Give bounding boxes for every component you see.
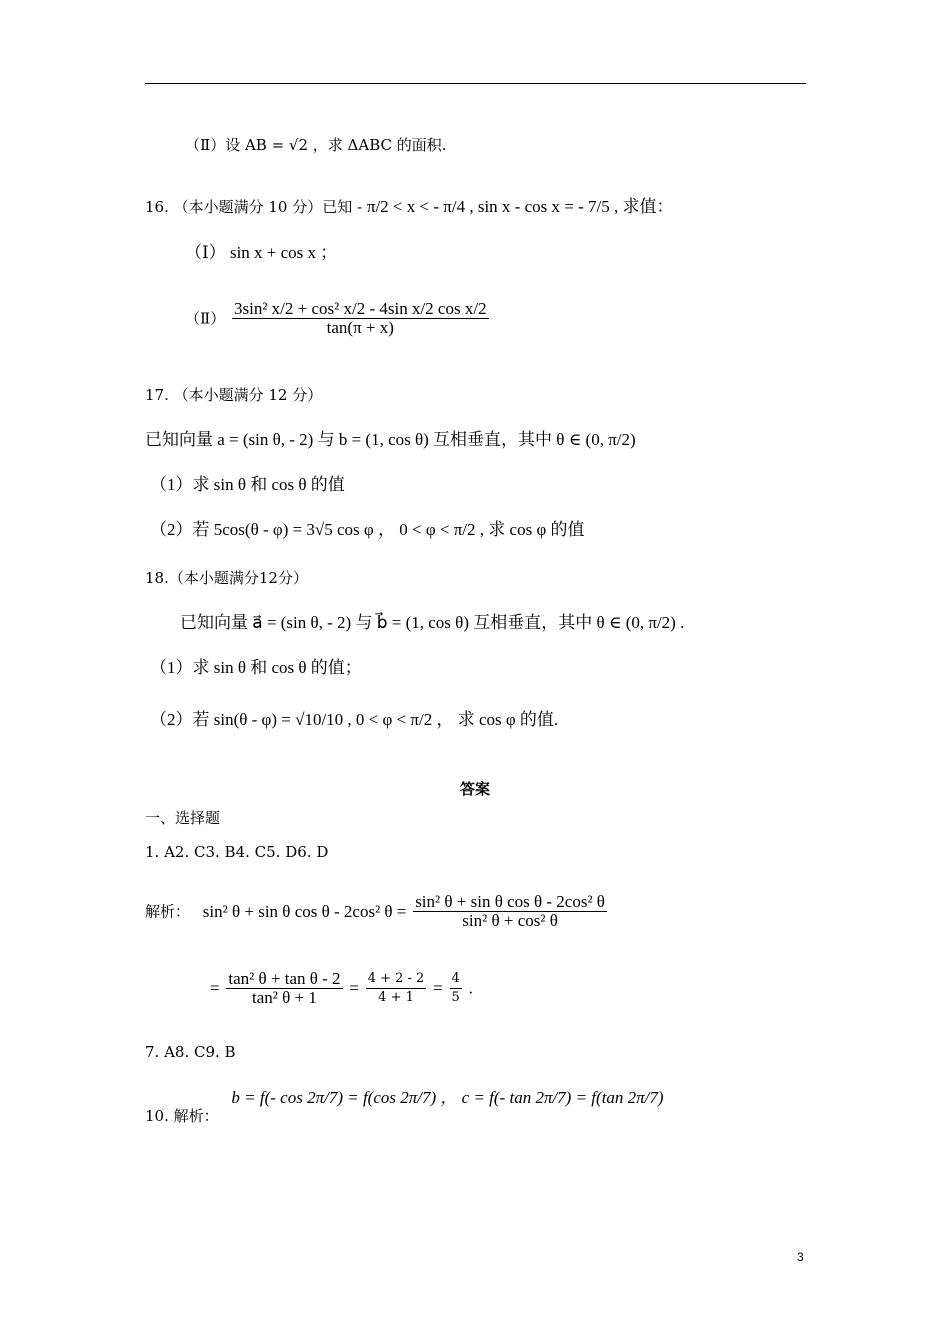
analysis-lhs: sin² θ + sin θ cos θ - 2cos² θ = <box>202 901 407 921</box>
analysis-fraction-4 <box>450 970 462 1007</box>
q16-part2-fraction <box>232 300 489 337</box>
line-analysis-10 <box>145 1088 664 1125</box>
line-q17-part2: （2）若 5cos(θ - φ) = 3√5 cos φ ， 0 < φ < π/2 , 求 cos φ 的值 <box>150 520 585 539</box>
line-q16 <box>145 197 673 217</box>
q16-prefix: 16. （本小题满分 10 分）已知 - <box>145 198 363 216</box>
line-analysis-1 <box>145 893 609 930</box>
page-number: 3 <box>797 1250 804 1264</box>
q16-math: π/2 < x < - π/4 , sin x - cos x = - 7/5 , 求值： <box>366 197 674 216</box>
analysis-fraction-2-den: tan² θ + 1 <box>252 988 317 1007</box>
line-answers-7-9: 7. A8. C9. B <box>145 1043 236 1061</box>
analysis-10-math: b = f(- cos 2π/7) = f(cos 2π/7) ， c = f(- tan 2π/7) = f(tan 2π/7) <box>231 1088 664 1107</box>
analysis-fraction-3-num: 4 + 2 - 2 <box>366 970 427 989</box>
line-q18: 18.（本小题满分12分） <box>145 569 308 587</box>
analysis-fraction-3-den: 4 + 1 <box>378 990 414 1005</box>
analysis-fraction-1-num: sin² θ + sin θ cos θ - 2cos² θ <box>415 892 605 911</box>
analysis-fraction-1-den: sin² θ + cos² θ <box>462 911 558 930</box>
answer-title: 答案 <box>459 780 490 798</box>
period: . <box>468 978 473 998</box>
line-q18-part2: （2）若 sin(θ - φ) = √10/10 , 0 < φ < π/2 ， 求 cos φ 的值. <box>150 710 559 729</box>
line-q16-part2 <box>185 300 491 337</box>
line-q15-part2: （Ⅱ）设 AB = √2 ，求 ΔABC 的面积. <box>185 136 447 154</box>
analysis-fraction-1 <box>413 893 607 930</box>
line-q18-stem: 已知向量 a⃗ = (sin θ, - 2) 与 b⃗ = (1, cos θ) 互相垂直，其中 θ ∈ (0, π/2) . <box>180 613 685 632</box>
q16-part1-text: （Ⅰ） sin x + cos x ； <box>185 243 338 262</box>
analysis-10-label: 10. 解析： <box>145 1107 219 1125</box>
equals-sign-3: = <box>433 978 443 998</box>
q16-part2-label: （Ⅱ） <box>185 309 226 328</box>
analysis-fraction-2 <box>226 970 342 1007</box>
q16-part2-numerator: 3sin² x/2 + cos² x/2 - 4sin x/2 cos x/2 <box>233 299 487 318</box>
analysis-fraction-2-num: tan² θ + tan θ - 2 <box>228 969 341 988</box>
line-q17: 17. （本小题满分 12 分） <box>145 386 323 404</box>
line-q17-part1: （1）求 sin θ 和 cos θ 的值 <box>150 475 345 494</box>
line-section-choice: 一、选择题 <box>145 809 221 827</box>
analysis-fraction-4-den: 5 <box>451 990 460 1005</box>
header-rule <box>145 83 806 84</box>
line-q16-part1 <box>185 243 337 263</box>
q16-part2-denominator: tan(π + x) <box>326 318 394 337</box>
analysis-label: 解析： <box>145 902 191 921</box>
line-q18-part1: （1）求 sin θ 和 cos θ 的值； <box>150 658 362 677</box>
equals-sign-1: = <box>210 978 220 998</box>
analysis-fraction-4-num: 4 <box>450 970 462 989</box>
line-q17-stem: 已知向量 a = (sin θ, - 2) 与 b = (1, cos θ) 互相垂直，其中 θ ∈ (0, π/2) <box>145 430 636 449</box>
line-analysis-2 <box>210 970 473 1007</box>
equals-sign-2: = <box>349 978 359 998</box>
analysis-fraction-3 <box>366 970 427 1007</box>
line-answers-1-6: 1. A2. C3. B4. C5. D6. D <box>145 843 329 861</box>
